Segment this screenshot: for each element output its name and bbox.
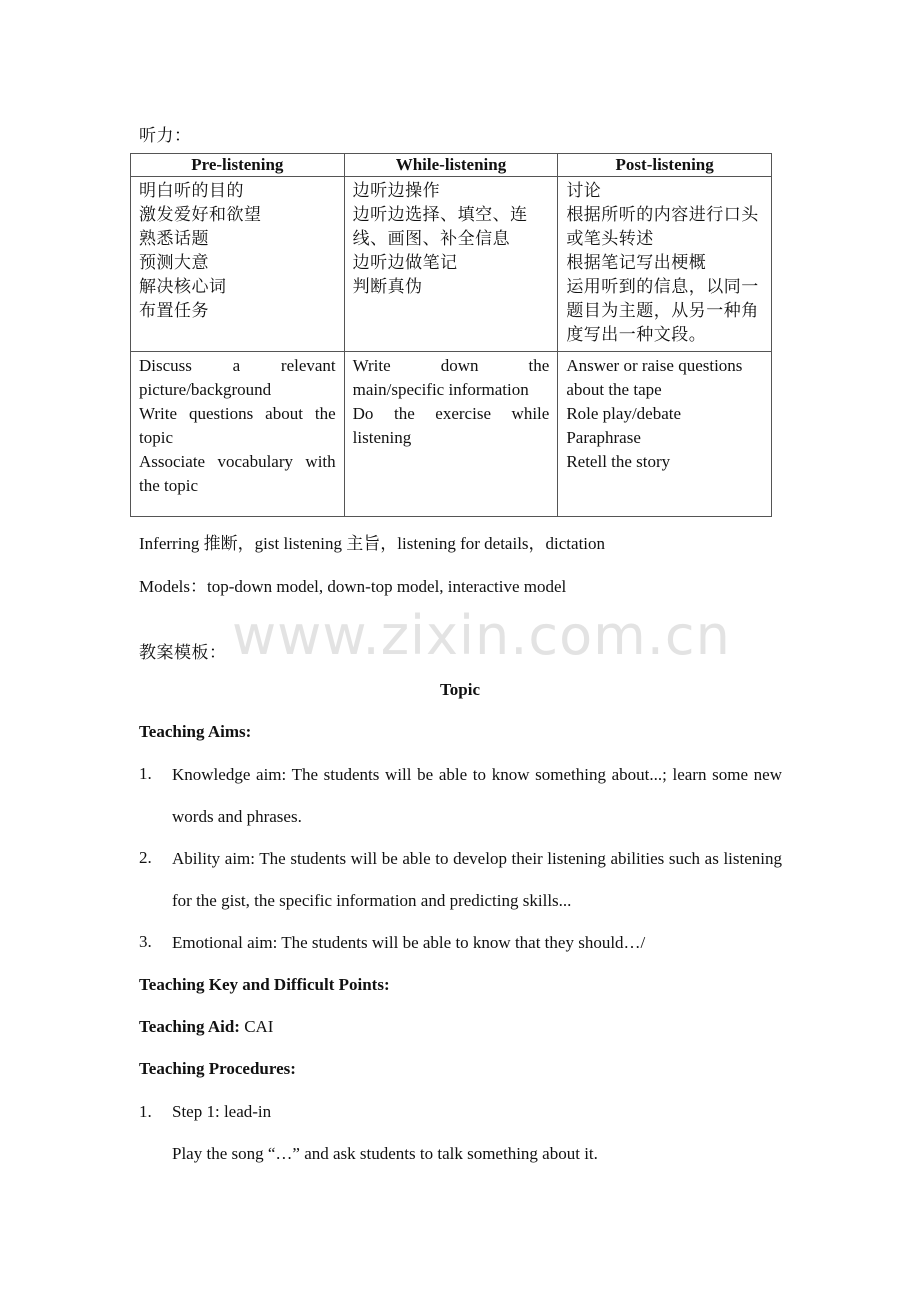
list-item: Write down the main/specific information bbox=[352, 356, 550, 399]
column-header-while-listening: While-listening bbox=[344, 154, 558, 177]
pre-listening-cell-cn bbox=[131, 177, 345, 352]
aim-number-1: 1. bbox=[139, 764, 152, 783]
list-item: Do the exercise while listening bbox=[352, 404, 550, 447]
list-item: Paraphrase bbox=[566, 428, 641, 447]
list-item: 熟悉话题 bbox=[139, 229, 209, 248]
lesson-template-label: 教案模板： bbox=[139, 643, 227, 662]
list-item: 预测大意 bbox=[139, 253, 209, 272]
list-item: 边听边选择、填空、连线、画图、补全信息 bbox=[352, 205, 528, 248]
step-text-1: Play the song “…” and ask students to talk something about it. bbox=[172, 1144, 598, 1163]
while-listening-cell-en bbox=[344, 352, 558, 517]
aim-number-2: 2. bbox=[139, 848, 152, 867]
list-item: Role play/debate bbox=[566, 404, 682, 423]
teaching-procedures-heading: Teaching Procedures: bbox=[139, 1059, 296, 1078]
list-item: Associate vocabulary with the topic bbox=[139, 452, 336, 495]
models-line: Models：top-down model, down-top model, interactive model bbox=[139, 577, 567, 596]
aim-number-3: 3. bbox=[139, 932, 152, 951]
step-title-1: Step 1: lead-in bbox=[172, 1102, 272, 1121]
list-item: Discuss a relevant picture/background bbox=[139, 356, 336, 399]
pre-listening-cell-en bbox=[131, 352, 345, 517]
aim-text-2: Ability aim: The students will be able to develop their listening abilities such as listening for the gist, the specific information and predicting skills... bbox=[172, 849, 782, 910]
watermark: www.zixin.com.cn bbox=[232, 604, 731, 667]
list-item: 讨论 bbox=[566, 181, 602, 200]
table-row-english bbox=[131, 352, 772, 517]
list-item: 运用听到的信息，以同一题目为主题，从另一种角度写出一种文段。 bbox=[566, 277, 759, 344]
list-item: 根据笔记写出梗概 bbox=[566, 253, 707, 272]
table-row-chinese bbox=[131, 177, 772, 352]
list-item: 边听边做笔记 bbox=[352, 253, 458, 272]
listening-stages-table bbox=[130, 153, 772, 517]
list-item: 明白听的目的 bbox=[139, 181, 244, 200]
post-listening-cell-en bbox=[558, 352, 772, 517]
teaching-aims-heading: Teaching Aims: bbox=[139, 722, 252, 741]
column-header-post-listening: Post-listening bbox=[558, 154, 772, 177]
column-header-pre-listening: Pre-listening bbox=[131, 154, 345, 177]
teaching-aid-value: CAI bbox=[239, 1017, 274, 1036]
list-item: 根据所听的内容进行口头或笔头转述 bbox=[566, 205, 759, 248]
step-number-1: 1. bbox=[139, 1102, 152, 1121]
teaching-aid-line bbox=[139, 1017, 273, 1037]
section-heading-listening: 听力： bbox=[139, 126, 192, 145]
list-item: 解决核心词 bbox=[139, 277, 227, 296]
list-item: 边听边操作 bbox=[352, 181, 441, 200]
list-item: Retell the story bbox=[566, 452, 671, 471]
list-item: Answer or raise questions about the tape bbox=[566, 356, 743, 399]
aim-text-1: Knowledge aim: The students will be able to know something about...; learn some new words and phrases. bbox=[172, 765, 782, 826]
topic-title: Topic bbox=[439, 680, 480, 699]
while-listening-cell-cn bbox=[344, 177, 558, 352]
aim-text-3: Emotional aim: The students will be able to know that they should…/ bbox=[172, 933, 646, 952]
list-item: 布置任务 bbox=[139, 301, 209, 320]
key-points-heading: Teaching Key and Difficult Points: bbox=[139, 975, 390, 994]
teaching-aid-label: Teaching Aid: bbox=[139, 1017, 240, 1036]
table-header-row bbox=[131, 154, 772, 177]
list-item: 激发爱好和欲望 bbox=[139, 205, 262, 224]
inferring-line: Inferring 推断，gist listening 主旨，listening for details，dictation bbox=[139, 534, 606, 553]
post-listening-cell-cn bbox=[558, 177, 772, 352]
list-item: 判断真伪 bbox=[352, 277, 423, 296]
list-item: Write questions about the topic bbox=[139, 404, 336, 447]
